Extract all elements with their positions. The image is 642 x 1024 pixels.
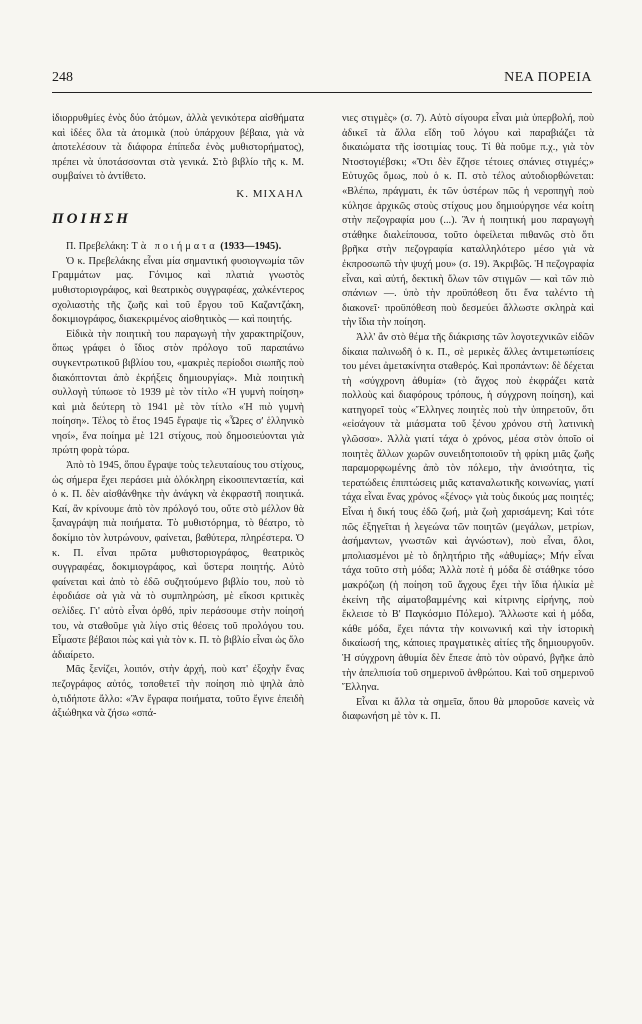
journal-title: ΝΕΑ ΠΟΡΕΙΑ: [504, 70, 592, 85]
paragraph: Εἶναι κι ἄλλα τὰ σημεῖα, ὅπου θὰ μποροῦσε κανεὶς νὰ διαφωνήση μὲ τὸν κ. Π.: [342, 696, 594, 723]
section-title: ΠΟΙΗΣΗ: [52, 210, 131, 227]
book-title: Τὰ ποιήματα: [131, 241, 218, 253]
book-years: (1933—1945).: [220, 241, 282, 253]
page-number: 248: [52, 70, 73, 85]
review-continuation: ἰδιορρυθμίες ἑνὸς δύο ἀτόμων, ἀλλὰ γενικότερα αἰσθήματα καὶ ἰδέες ὅλα τὰ ἀτομικὰ (ποὺ ὑπάρχουν βέβαια, γιὰ νὰ ἀποτελέσουν τὰ διάφορα ἐπίπεδα ἑνὸς μυθιστορήματος), πρέπει νὰ ὑποτάσσονται στὰ γενικά. Στὸ βιβλίο τῆς κ. Μ. συμβαίνει τὸ ἀντίθετο.: [52, 113, 304, 183]
book-reference: [52, 240, 304, 255]
paragraph: Μᾶς ξενίζει, λοιπόν, στὴν ἀρχή, ποὺ κατ' ἐξοχὴν ἕνας πεζογράφος αὐτός, τοποθετεῖ τὴν ποίηση πιὸ ψηλὰ ἀπὸ ὁ,τιδήποτε ἄλλο: «Ἂν ἔγραφα ποιήματα, τοῦτο ἔγινε ἐπειδὴ ἀξιώθηκα νὰ ζήσω «σπά-: [52, 664, 304, 720]
right-column: [342, 112, 594, 725]
paragraph: Ἀπὸ τὸ 1945, ὅπου ἔγραψε τοὺς τελευταίους του στίχους, ὡς σήμερα ἔχει περάσει μιὰ ὁλόκληρη εἰκοσιπενταετία, καὶ ὁ κ. Π. δὲν αἰσθάνθηκε τὴν ἀνάγκη νὰ ἐκφραστῆ ποιητικά. Καί, ἂν κρίνουμε ἀπὸ τὸν πρόλογό του, οὔτε στὸ μέλλον θὰ ξαναγράψη πιὰ ποιήματα. Τὸ μυθιστόρημα, τὸ θέατρο, τὸ δοκίμιο τὸν λυτρώνουν, φαίνεται, βαθύτερα, πληρέστερα. Ὁ κ. Π. εἶναι πρῶτα μυθιστοριογράφος, θεατρικὸς συγγραφέας, δοκιμιογράφος, καὶ ὕστερα ποιητής. Αὐτὸ φαίνεται καὶ ἀπὸ τὸ ἐδῶ συζητούμενο βιβλίο του, ποὺ τὸ ἐφοδιάσε σὰ γιὰ νὰ τὸ συμπληρώση, μὲ εἴκοσι κριτικὲς σελίδες. Γι' αὐτὸ εἶναι ὀρθό, πρὶν περάσουμε στὴν ποίησή του, νὰ σταθοῦμε γιὰ λίγο στὶς θέσεις τοῦ προλόγου του. Εἶμαστε βέβαιοι πὼς καὶ γιὰ τὸν κ. Π. τὸ βιβλίο εἶναι ὡς ὅλο ἀδιαίρετο.: [52, 460, 304, 661]
paragraph: νιες στιγμὲς» (σ. 7). Αὐτὸ σίγουρα εἶναι μιὰ ὑπερβολή, ποὺ ἀδικεῖ τὰ ἄλλα εἴδη τοῦ λόγου καὶ παραβιάζει τὰ δικαιώματα τῆς ἰσοτιμίας τους. Τί θὰ ποῦμε π.χ., γιὰ τὸν Ντοστογιέβσκι; «Ὅτι δὲν ἔζησε τέτοιες σπάνιες στιγμές;» Εὐτυχῶς ὅμως, ποὺ ὁ κ. Π. στὸ τέλος αὐτοδιορθώνεται: «Βλέπω, πράγματι, ἐκ τῶν ὑστέρων πῶς ἡ νεροπηγὴ ποὺ κύλησε ἀρχικῶς στοὺς στίχους μου δημιούργησε νέα κοίτη στὴν πεζογραφία μου (...). Ἂν ἡ ποιητική μου παραγωγὴ στάθηκε διαλείπουσα, τοῦτο ὀφείλεται πιθανῶς στὸ ὅτι βρῆκα στὴν πεζογραφία καταλληλότερο μέσο γιὰ νὰ ἐκπροσωπῶ τὴν ψυχή μου» (σ. 19). Ἀκριβῶς. Ἡ πεζογραφία εἶναι, καὶ αὐτή, δεκτικὴ ὅλων τῶν στιγμῶν — καὶ τῶν πιὸ σπάνιων —. ὑπὸ τὴν προϋπόθεση ὅτι ἕνα ταλέντο τὴ διακονεῖ· προϋπόθεση ποὺ δεσμεύει ἄλλωστε σκληρὰ καὶ τὴν ἴδια τὴν ποίηση.: [342, 113, 594, 329]
paragraph: Ἀλλ' ἂν στὸ θέμα τῆς διάκρισης τῶν λογοτεχνικῶν εἰδῶν δίκαια παλινωδῆ ὁ κ. Π., σὲ μερικὲς ἄλλες ἀντιμετωπίσεις του μένει ἀμετακίνητα σταθερός. Καὶ προπάντων: δὲ δέχεται τὴ «σύγχρονη ἀθυμία» (τὸ ἄγχος ποὺ ἐκφράζει κατὰ πολλοὺς καὶ διαφόρους τρόπους, ἡ σύγχρονη ποίηση), καὶ κατηγορεῖ τοὺς «Ἕλληνες ποιητὲς ποὺ τὴν ὑπηρετοῦν, ὅτι «εἰσάγουν τὰ μιάσματα τοῦ ξένου χρόνου στὴ λατινικὴ γλῶσσα». Ἀλλὰ γιατί τάχα ὁ χρόνος, μέσα στὸν ὁποῖο οἱ ποιητὲς ἄλλων χωρῶν συνειδητοποιοῦν τὴ φρίκη μιᾶς ζωῆς παραμορφωμένης ἀπὸ τὸν πόλεμο, τὴν ἀνισότητα, τὶς τερατώδεις ἐπιπτώσεις μιᾶς καταναλωτικῆς κοινωνίας, γιατί τάχα εἶναι ἕνας χρόνος «ξένος» γιὰ τοὺς δικούς μας ποιητές; Εἶναι ἡ δική τους ἐδῶ ζωή, μιὰ ζωὴ χαρισάμενη; Καὶ τότε πῶς ἐξηγεῖται ἡ λεγεώνα τῶν ποιητῶν (μεγάλων, μετρίων, ἀσήμαντων, γνωστῶν καὶ ἀγνώστων), ποὺ εἶναι, ὅλοι, μπολιασμένοι μὲ τὸ δηλητήριο τῆς «ἀθυμίας»; Μήν εἶναι τάχα τοῦτο στὴ μόδα; Ἀλλὰ ποτὲ ἡ μόδα δὲ στάθηκε τόσο μακρόζωη (ἡ ποίηση τοῦ ἄγχους ἔχει τὴν ἴδια ἡλικία μὲ ἐκείνη τῆς αἱματοβαμμένης καὶ κίτρινης εἰρήνης, ποὺ ἔκλεισε τὸ Β' Παγκόσμιο Πόλεμο). Ἄλλωστε καὶ ἡ μόδα, κάθε μόδα, ἔχει πάντα τὴν κοινωνική καὶ τὴν ἱστορικὴ δικαίωσή της, κάποιες πραγματικὲς αἰτίες τῆς δημιουργοῦν. Ἡ σύγχρονη ἀθυμία δὲν ἔπεσε ἀπὸ τὸν οὐρανό, βγῆκε ἀπὸ τὴν ἀπελπισία τοῦ σημερινοῦ ἀνθρώπου. Καὶ τοῦ σημερινοῦ Ἕλληνα.: [342, 331, 594, 694]
page-header: [52, 70, 592, 93]
paragraph: Ὁ κ. Πρεβελάκης εἶναι μία σημαντική φυσιογνωμία τῶν Γραμμάτων μας. Γόνιμος καὶ πλατιὰ γνωστὸς μυθιστοριογράφος, καὶ θεατρικὸς συγγραφέας, χαλκέντερος σχολιαστὴς τῆς ζωῆς καὶ τοῦ ἔργου τοῦ Καζαντζάκη, δοκιμιογράφος, διακεκριμένος αἰσθητικὸς — καὶ ποιητής.: [52, 255, 304, 326]
left-column: [52, 112, 304, 722]
book-author: Π. Πρεβελάκη:: [66, 241, 129, 253]
review-signature: Κ. ΜΙΧΑΗΛ: [236, 187, 304, 200]
paragraph: Εἰδικὰ τὴν ποιητικὴ του παραγωγὴ τὴν χαρακτηρίζουν, ὅπως γράφει ὁ ἴδιος στὸν πρόλογο τοῦ παραπάνω συγκεντρωτικοῦ βιβλίου του, «μακριὲς περίοδοι σιωπῆς ποὺ διακόπτονται ἀπὸ ἐκρήξεις δημιουργίας». Μιὰ ποιητικὴ συλλογὴ τύπωσε τὸ 1939 μὲ τὸν τίτλο «Ἡ γυμνὴ ποίηση» καὶ μιὰ δεύτερη τὸ 1941 μὲ τὸν τίτλο «Ἡ πιὸ γυμνὴ ποίηση». Τέλος τὸ ἔτος 1945 ἔγραψε τὶς «Ὧρες σ' ἑλληνικὸ νησί», ἕνα ποίημα μὲ 121 στίχους, ποὺ δημοσιεύονται γιὰ πρώτη φορὰ τώρα.: [52, 328, 304, 457]
